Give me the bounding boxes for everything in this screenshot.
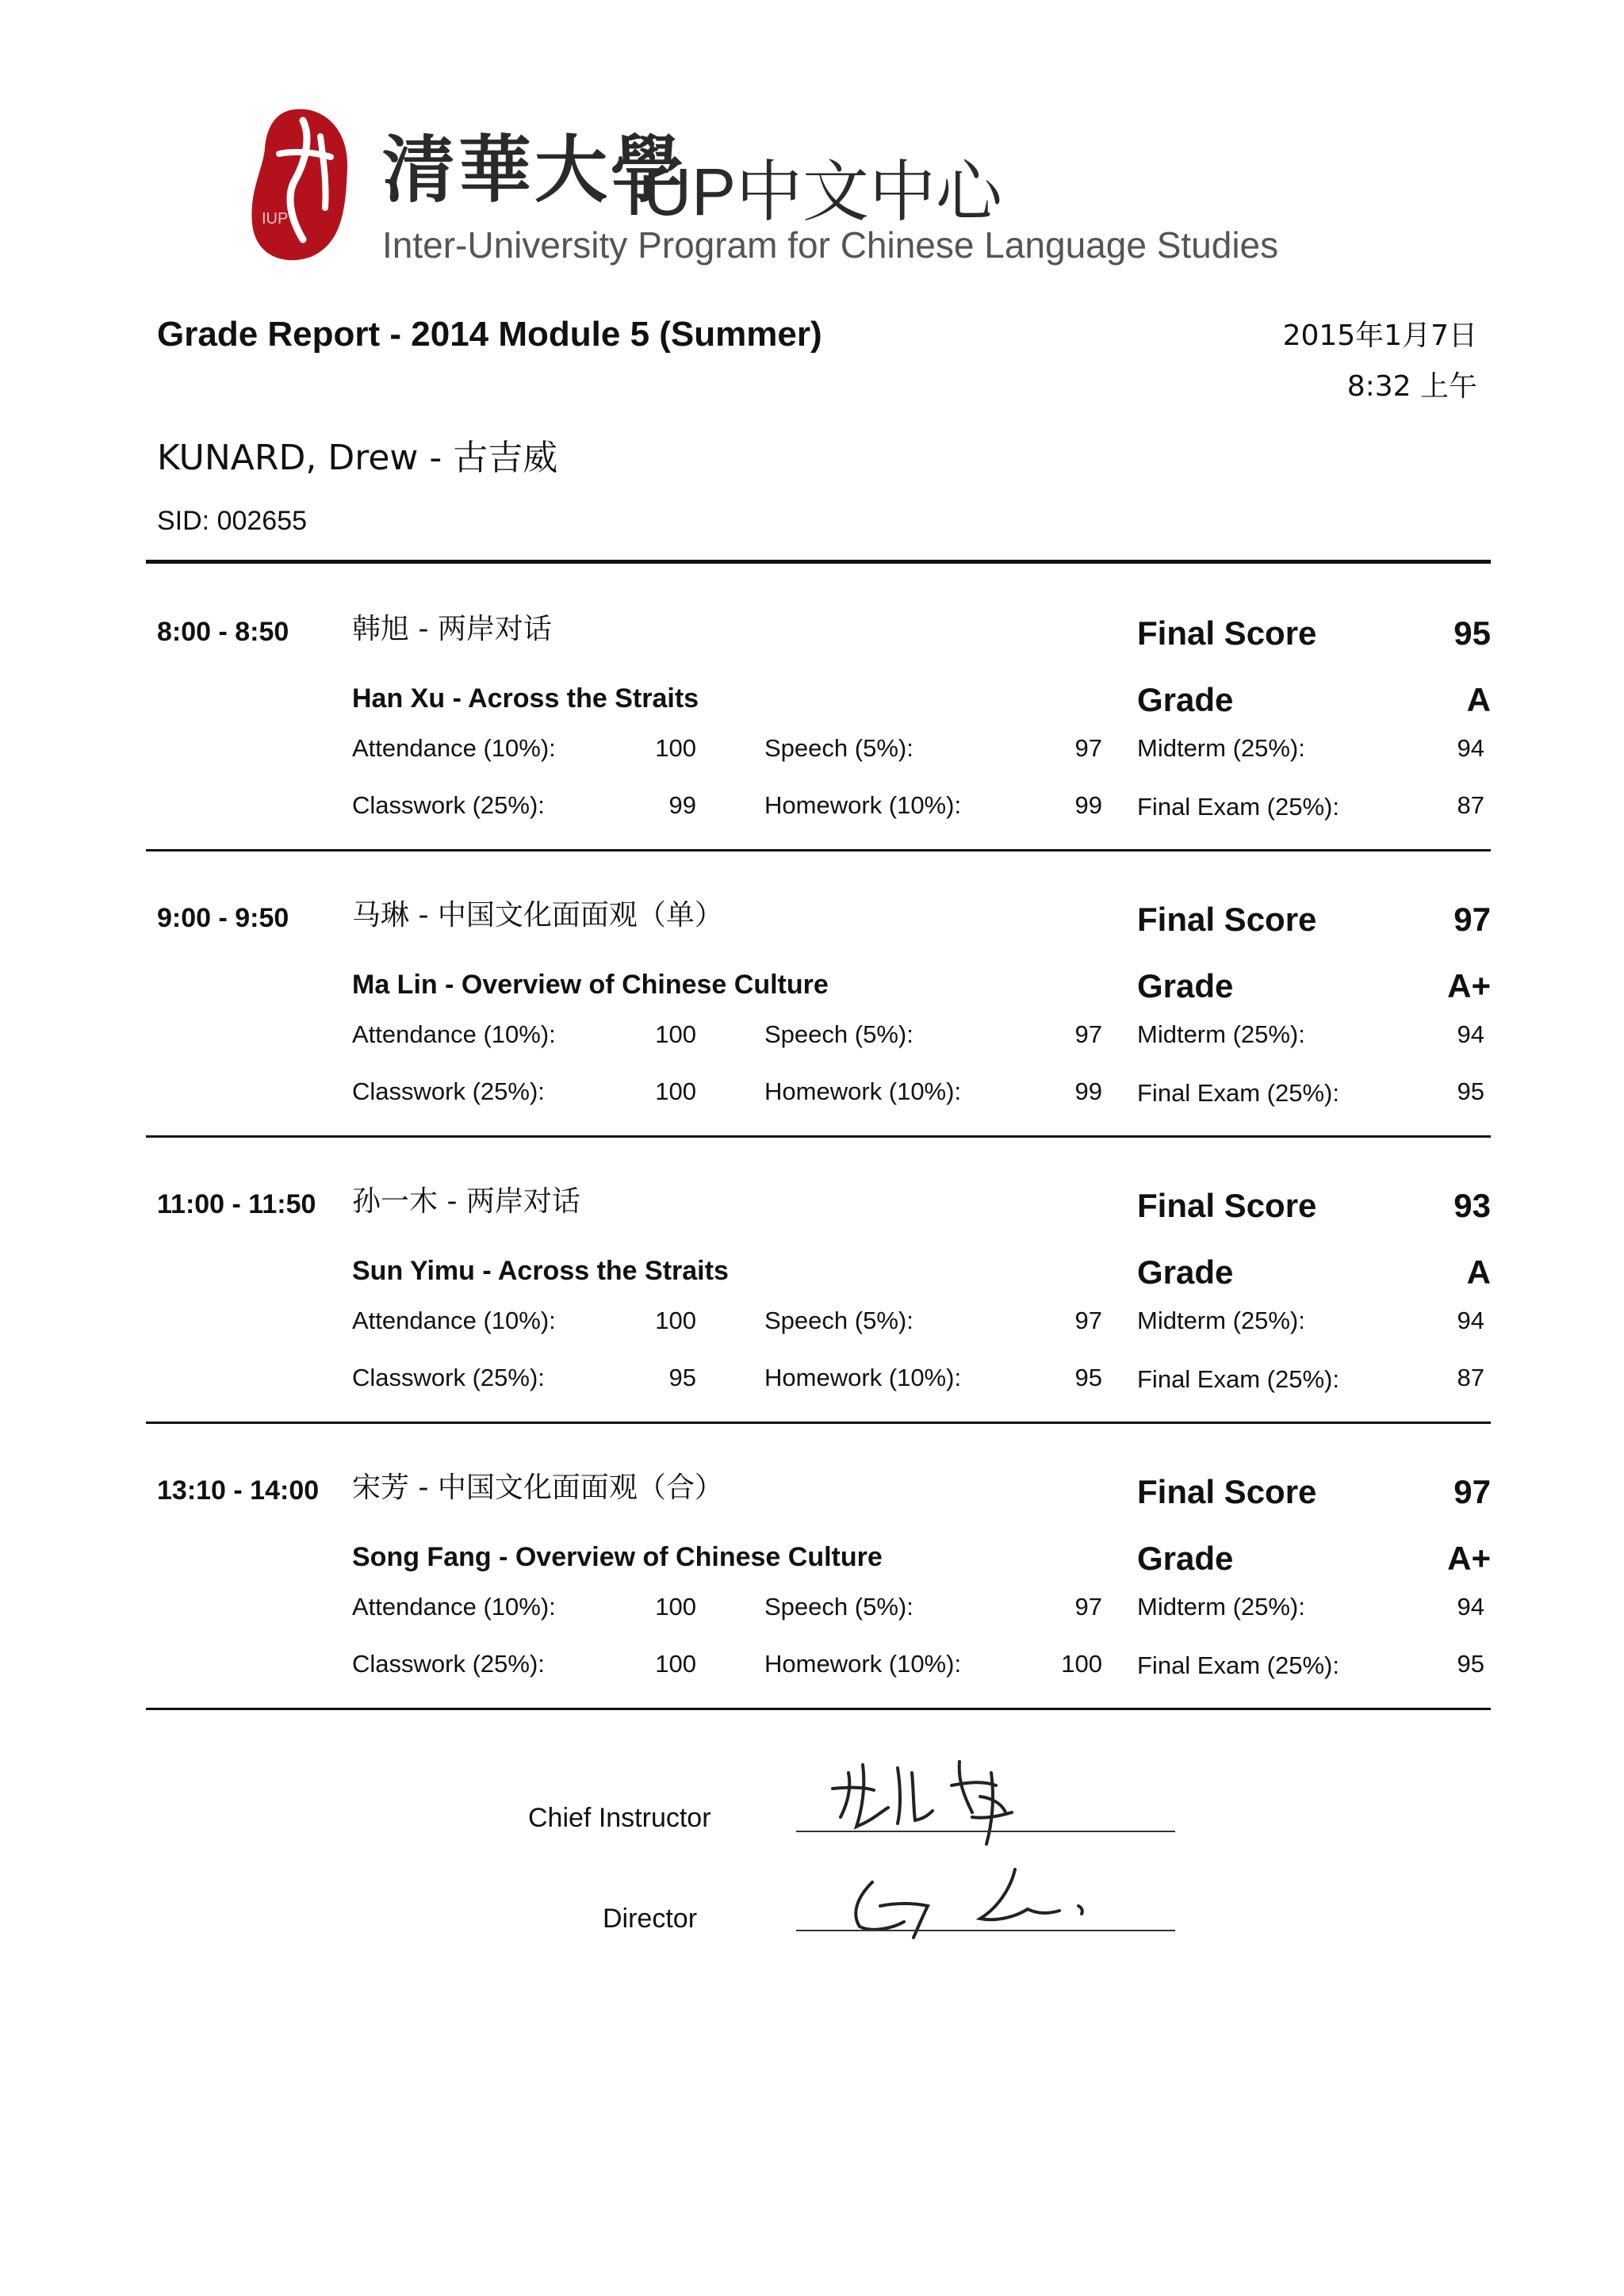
speech-label: Speech (5%): xyxy=(764,1020,914,1048)
final-score-label: Final Score xyxy=(1137,614,1317,652)
student-id: SID: 002655 xyxy=(157,506,308,536)
report-time: 8:32 上午 xyxy=(1346,370,1477,403)
final-score-label: Final Score xyxy=(1137,901,1317,938)
course-divider xyxy=(146,1135,1491,1138)
attendance-label: Attendance (10%): xyxy=(352,1020,556,1048)
final-score-value: 97 xyxy=(1454,1473,1491,1510)
course-title-en: Han Xu - Across the Straits xyxy=(352,683,699,714)
grade-value: A+ xyxy=(1447,967,1491,1004)
report-date: 2015年1月7日 xyxy=(1282,320,1477,352)
attendance-value: 100 xyxy=(655,734,696,762)
report-title: Grade Report - 2014 Module 5 (Summer) xyxy=(157,315,822,354)
course-block xyxy=(0,572,1624,859)
course-title-cn: 孙一木 - 两岸对话 xyxy=(352,1185,580,1218)
speech-label: Speech (5%): xyxy=(764,1593,914,1621)
final-exam-label: Final Exam (25%): xyxy=(1137,1365,1339,1393)
homework-value: 100 xyxy=(1061,1650,1102,1678)
midterm-label: Midterm (25%): xyxy=(1137,734,1305,762)
speech-value: 97 xyxy=(1074,734,1102,762)
homework-label: Homework (10%): xyxy=(764,1077,962,1105)
attendance-label: Attendance (10%): xyxy=(352,734,556,762)
course-title-en: Sun Yimu - Across the Straits xyxy=(352,1256,729,1286)
course-block xyxy=(0,1431,1624,1718)
classwork-label: Classwork (25%): xyxy=(352,1364,545,1391)
course-divider xyxy=(146,1708,1491,1710)
homework-value: 99 xyxy=(1074,1077,1102,1105)
course-title-en: Song Fang - Overview of Chinese Culture xyxy=(352,1542,883,1572)
course-block xyxy=(0,859,1624,1146)
classwork-value: 95 xyxy=(668,1364,696,1391)
header-divider xyxy=(146,560,1491,564)
attendance-value: 100 xyxy=(655,1593,696,1621)
speech-value: 97 xyxy=(1074,1593,1102,1621)
speech-label: Speech (5%): xyxy=(764,734,914,762)
final-exam-value: 87 xyxy=(1457,791,1484,819)
midterm-value: 94 xyxy=(1457,1593,1484,1621)
homework-label: Homework (10%): xyxy=(764,1364,962,1391)
course-block xyxy=(0,1145,1624,1432)
attendance-label: Attendance (10%): xyxy=(352,1307,556,1334)
course-divider xyxy=(146,1422,1491,1424)
classwork-label: Classwork (25%): xyxy=(352,791,545,819)
logo-iup-name: IUP中文中心 xyxy=(625,155,1003,229)
course-time: 13:10 - 14:00 xyxy=(157,1475,320,1506)
final-score-value: 95 xyxy=(1454,614,1491,652)
course-time: 8:00 - 8:50 xyxy=(157,617,289,647)
course-time: 11:00 - 11:50 xyxy=(157,1189,316,1219)
course-time: 9:00 - 9:50 xyxy=(157,903,289,933)
speech-label: Speech (5%): xyxy=(764,1307,914,1334)
classwork-value: 100 xyxy=(655,1650,696,1678)
midterm-label: Midterm (25%): xyxy=(1137,1307,1305,1334)
midterm-value: 94 xyxy=(1457,734,1484,762)
grade-label: Grade xyxy=(1137,967,1234,1004)
logo-english-name: Inter-University Program for Chinese Language Studies xyxy=(382,224,1279,266)
classwork-value: 100 xyxy=(655,1077,696,1105)
homework-value: 99 xyxy=(1074,791,1102,819)
midterm-value: 94 xyxy=(1457,1307,1484,1334)
homework-label: Homework (10%): xyxy=(764,1650,962,1678)
logo-mark-text: IUP xyxy=(262,210,289,228)
director-signature-icon xyxy=(841,1858,1126,1946)
final-score-value: 97 xyxy=(1454,901,1491,938)
final-exam-value: 87 xyxy=(1457,1364,1484,1391)
grade-value: A+ xyxy=(1447,1540,1491,1577)
final-exam-value: 95 xyxy=(1457,1650,1484,1678)
attendance-value: 100 xyxy=(655,1020,696,1048)
classwork-label: Classwork (25%): xyxy=(352,1077,545,1105)
director-label: Director xyxy=(603,1904,698,1934)
director-signature-line xyxy=(796,1930,1175,1931)
midterm-label: Midterm (25%): xyxy=(1137,1593,1305,1621)
grade-label: Grade xyxy=(1137,681,1234,718)
final-exam-label: Final Exam (25%): xyxy=(1137,1079,1339,1107)
grade-label: Grade xyxy=(1137,1253,1234,1291)
final-score-label: Final Score xyxy=(1137,1187,1317,1224)
chief-instructor-signature-icon xyxy=(825,1741,1063,1860)
iup-logo-icon xyxy=(247,105,350,263)
course-title-cn: 宋芳 - 中国文化面面观（合） xyxy=(352,1471,723,1504)
chief-instructor-signature-line xyxy=(796,1831,1175,1832)
speech-value: 97 xyxy=(1074,1020,1102,1048)
final-exam-value: 95 xyxy=(1457,1077,1484,1105)
speech-value: 97 xyxy=(1074,1307,1102,1334)
attendance-value: 100 xyxy=(655,1307,696,1334)
student-name: KUNARD, Drew - 古吉威 xyxy=(157,438,558,478)
course-title-en: Ma Lin - Overview of Chinese Culture xyxy=(352,970,829,1000)
grade-value: A xyxy=(1466,681,1491,718)
classwork-label: Classwork (25%): xyxy=(352,1650,545,1678)
classwork-value: 99 xyxy=(668,791,696,819)
final-score-label: Final Score xyxy=(1137,1473,1317,1510)
final-exam-label: Final Exam (25%): xyxy=(1137,1651,1339,1679)
final-score-value: 93 xyxy=(1454,1187,1491,1224)
chief-instructor-label: Chief Instructor xyxy=(528,1803,711,1833)
grade-value: A xyxy=(1466,1253,1491,1291)
final-exam-label: Final Exam (25%): xyxy=(1137,793,1339,821)
attendance-label: Attendance (10%): xyxy=(352,1593,556,1621)
course-divider xyxy=(146,849,1491,851)
grade-label: Grade xyxy=(1137,1540,1234,1577)
course-title-cn: 马琳 - 中国文化面面观（单） xyxy=(352,899,723,932)
logo-chinese-name: 清華大學 xyxy=(382,127,688,212)
midterm-label: Midterm (25%): xyxy=(1137,1020,1305,1048)
midterm-value: 94 xyxy=(1457,1020,1484,1048)
homework-label: Homework (10%): xyxy=(764,791,962,819)
homework-value: 95 xyxy=(1074,1364,1102,1391)
course-title-cn: 韩旭 - 两岸对话 xyxy=(352,613,552,645)
